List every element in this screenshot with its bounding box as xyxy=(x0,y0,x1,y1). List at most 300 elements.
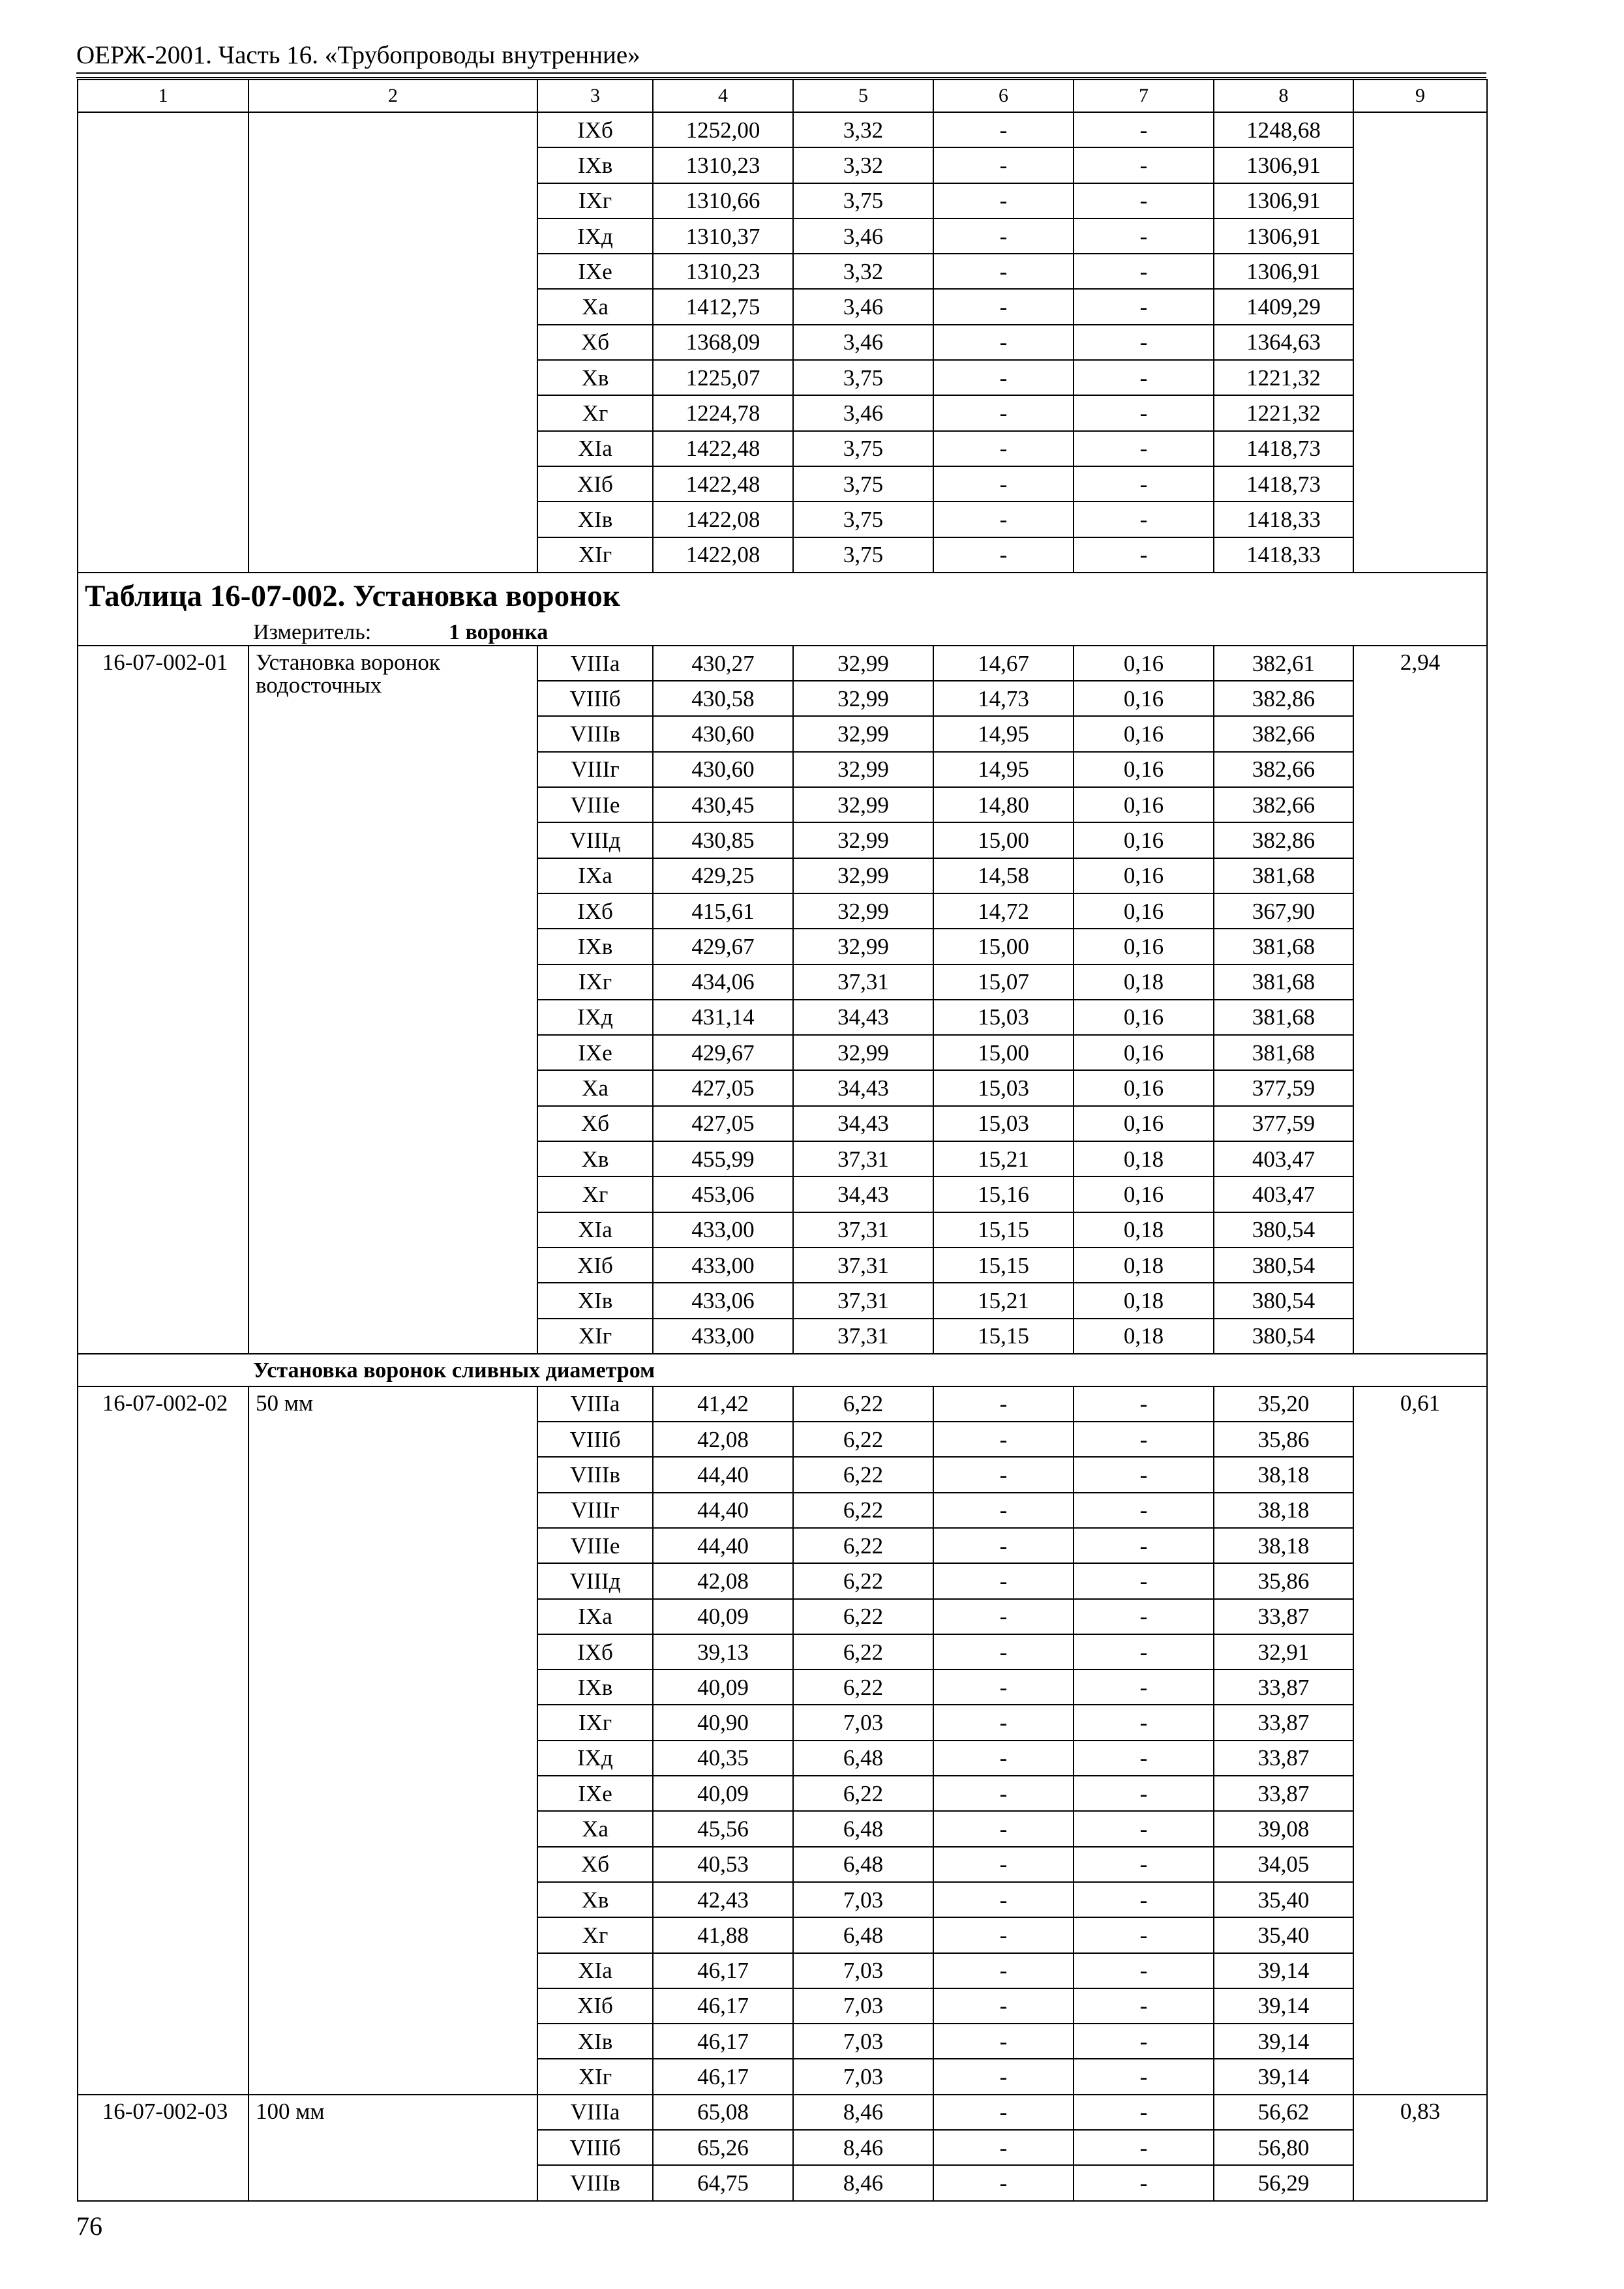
operator-wage: - xyxy=(1074,1847,1214,1882)
material-cost: 377,59 xyxy=(1214,1106,1353,1141)
material-cost: 56,80 xyxy=(1214,2130,1353,2165)
direct-cost: 430,60 xyxy=(653,752,793,787)
material-cost: 382,66 xyxy=(1214,752,1353,787)
machine-cost: 15,07 xyxy=(933,965,1074,1000)
rate-code xyxy=(78,112,248,573)
machine-cost: - xyxy=(933,1457,1074,1492)
labor-cost: 8,46 xyxy=(793,2165,933,2200)
operator-wage: - xyxy=(1074,1599,1214,1634)
labor-cost: 6,48 xyxy=(793,1917,933,1952)
zone: Xб xyxy=(537,325,653,360)
direct-cost: 433,00 xyxy=(653,1319,793,1354)
column-number-row xyxy=(78,80,1487,112)
labor-cost: 7,03 xyxy=(793,2059,933,2094)
direct-cost: 1368,09 xyxy=(653,325,793,360)
labor-cost: 6,22 xyxy=(793,1776,933,1811)
zone: XIб xyxy=(537,1248,653,1283)
direct-cost: 1252,00 xyxy=(653,112,793,147)
column-number: 5 xyxy=(793,80,933,112)
operator-wage: 0,16 xyxy=(1074,752,1214,787)
column-number: 3 xyxy=(537,80,653,112)
material-cost: 1306,91 xyxy=(1214,183,1353,218)
machine-cost: 15,15 xyxy=(933,1319,1074,1354)
direct-cost: 41,88 xyxy=(653,1917,793,1952)
zone: Xв xyxy=(537,1882,653,1917)
labor-cost: 6,22 xyxy=(793,1528,933,1563)
material-cost: 35,86 xyxy=(1214,1563,1353,1598)
direct-cost: 1422,08 xyxy=(653,537,793,573)
operator-wage: 0,16 xyxy=(1074,681,1214,716)
labor-cost: 34,43 xyxy=(793,1000,933,1035)
machine-cost: - xyxy=(933,1988,1074,2024)
material-cost: 1418,33 xyxy=(1214,501,1353,537)
machine-cost: 15,21 xyxy=(933,1141,1074,1176)
column-number: 1 xyxy=(78,80,248,112)
material-cost: 35,86 xyxy=(1214,1422,1353,1457)
labor-cost: 3,32 xyxy=(793,254,933,289)
zone: IXа xyxy=(537,858,653,893)
work-name xyxy=(248,112,537,573)
operator-wage: 0,16 xyxy=(1074,1070,1214,1105)
direct-cost: 41,42 xyxy=(653,1386,793,1422)
machine-cost: - xyxy=(933,2130,1074,2165)
zone: VIIIв xyxy=(537,1457,653,1492)
zone: IXб xyxy=(537,112,653,147)
machine-cost: - xyxy=(933,466,1074,501)
material-cost: 1364,63 xyxy=(1214,325,1353,360)
operator-wage: - xyxy=(1074,1705,1214,1740)
machine-cost: - xyxy=(933,2095,1074,2130)
material-cost: 377,59 xyxy=(1214,1070,1353,1105)
table-row xyxy=(78,2095,1487,2130)
zone: IXе xyxy=(537,254,653,289)
operator-wage: 0,16 xyxy=(1074,822,1214,858)
material-cost: 39,14 xyxy=(1214,1988,1353,2024)
material-cost: 382,66 xyxy=(1214,787,1353,822)
zone: VIIIб xyxy=(537,2130,653,2165)
machine-cost: 15,16 xyxy=(933,1176,1074,1212)
operator-wage: - xyxy=(1074,325,1214,360)
machine-cost: - xyxy=(933,254,1074,289)
zone: VIIIг xyxy=(537,752,653,787)
operator-wage: - xyxy=(1074,183,1214,218)
direct-cost: 42,08 xyxy=(653,1422,793,1457)
material-cost: 39,08 xyxy=(1214,1811,1353,1846)
machine-cost: - xyxy=(933,112,1074,147)
rate-code: 16-07-002-02 xyxy=(78,1386,248,2095)
zone: VIIIб xyxy=(537,1422,653,1457)
direct-cost: 453,06 xyxy=(653,1176,793,1212)
zone: Xа xyxy=(537,1070,653,1105)
direct-cost: 39,13 xyxy=(653,1634,793,1669)
table-row xyxy=(78,112,1487,147)
zone: VIIIа xyxy=(537,1386,653,1422)
material-cost: 382,86 xyxy=(1214,822,1353,858)
direct-cost: 46,17 xyxy=(653,2024,793,2059)
column-number: 2 xyxy=(248,80,537,112)
machine-cost: - xyxy=(933,431,1074,466)
zone: XIг xyxy=(537,2059,653,2094)
labor-cost: 34,43 xyxy=(793,1106,933,1141)
operator-wage: - xyxy=(1074,2095,1214,2130)
machine-cost: 14,73 xyxy=(933,681,1074,716)
material-cost: 33,87 xyxy=(1214,1741,1353,1776)
machine-cost: - xyxy=(933,2024,1074,2059)
zone: XIв xyxy=(537,2024,653,2059)
zone: VIIIг xyxy=(537,1493,653,1528)
work-name: Установка воронок водосточных xyxy=(248,646,537,1354)
operator-wage: - xyxy=(1074,289,1214,324)
labor-cost: 37,31 xyxy=(793,1248,933,1283)
operator-wage: - xyxy=(1074,1634,1214,1669)
material-cost: 381,68 xyxy=(1214,1000,1353,1035)
operator-wage: 0,16 xyxy=(1074,1035,1214,1070)
zone: Xг xyxy=(537,1917,653,1952)
operator-wage: - xyxy=(1074,1386,1214,1422)
direct-cost: 46,17 xyxy=(653,1988,793,2024)
operator-wage: 0,16 xyxy=(1074,893,1214,929)
labor-cost: 34,43 xyxy=(793,1070,933,1105)
material-cost: 33,87 xyxy=(1214,1669,1353,1705)
zone: IXд xyxy=(537,1000,653,1035)
zone: Xг xyxy=(537,1176,653,1212)
zone: IXг xyxy=(537,1705,653,1740)
operator-wage: 0,16 xyxy=(1074,1176,1214,1212)
labor-cost: 32,99 xyxy=(793,858,933,893)
operator-wage: - xyxy=(1074,360,1214,395)
zone: XIг xyxy=(537,1319,653,1354)
operator-wage: - xyxy=(1074,254,1214,289)
operator-wage: - xyxy=(1074,2024,1214,2059)
operator-wage: - xyxy=(1074,218,1214,254)
section-title-row xyxy=(78,1354,1487,1386)
labor-cost: 6,22 xyxy=(793,1386,933,1422)
labor-cost: 6,22 xyxy=(793,1634,933,1669)
operator-wage: - xyxy=(1074,1669,1214,1705)
machine-cost: 15,03 xyxy=(933,1000,1074,1035)
material-cost: 56,29 xyxy=(1214,2165,1353,2200)
labor-hours: 0,61 xyxy=(1353,1386,1487,2095)
labor-cost: 6,22 xyxy=(793,1422,933,1457)
direct-cost: 429,67 xyxy=(653,1035,793,1070)
labor-cost: 6,22 xyxy=(793,1493,933,1528)
zone: VIIIв xyxy=(537,716,653,751)
machine-cost: 15,00 xyxy=(933,822,1074,858)
machine-cost: - xyxy=(933,1493,1074,1528)
direct-cost: 44,40 xyxy=(653,1457,793,1492)
zone: IXв xyxy=(537,147,653,183)
material-cost: 39,14 xyxy=(1214,2024,1353,2059)
operator-wage: 0,18 xyxy=(1074,1212,1214,1248)
direct-cost: 65,08 xyxy=(653,2095,793,2130)
operator-wage: 0,16 xyxy=(1074,716,1214,751)
material-cost: 380,54 xyxy=(1214,1248,1353,1283)
material-cost: 38,18 xyxy=(1214,1528,1353,1563)
operator-wage: - xyxy=(1074,1953,1214,1988)
labor-cost: 7,03 xyxy=(793,2024,933,2059)
labor-cost: 3,75 xyxy=(793,466,933,501)
material-cost: 35,20 xyxy=(1214,1386,1353,1422)
machine-cost: - xyxy=(933,537,1074,573)
zone: XIа xyxy=(537,431,653,466)
machine-cost: - xyxy=(933,1847,1074,1882)
material-cost: 403,47 xyxy=(1214,1176,1353,1212)
operator-wage: - xyxy=(1074,1776,1214,1811)
direct-cost: 1310,23 xyxy=(653,147,793,183)
operator-wage: - xyxy=(1074,1988,1214,2024)
material-cost: 1306,91 xyxy=(1214,218,1353,254)
machine-cost: - xyxy=(933,1528,1074,1563)
page-number: 76 xyxy=(76,2211,102,2241)
labor-cost: 37,31 xyxy=(793,1319,933,1354)
direct-cost: 42,08 xyxy=(653,1563,793,1598)
zone: IXг xyxy=(537,183,653,218)
machine-cost: - xyxy=(933,1776,1074,1811)
machine-cost: 14,95 xyxy=(933,716,1074,751)
zone: VIIIд xyxy=(537,1563,653,1598)
operator-wage: - xyxy=(1074,1528,1214,1563)
operator-wage: 0,16 xyxy=(1074,858,1214,893)
machine-cost: - xyxy=(933,1811,1074,1846)
labor-cost: 34,43 xyxy=(793,1176,933,1212)
material-cost: 33,87 xyxy=(1214,1776,1353,1811)
labor-cost: 37,31 xyxy=(793,1283,933,1318)
direct-cost: 1225,07 xyxy=(653,360,793,395)
direct-cost: 44,40 xyxy=(653,1493,793,1528)
labor-cost: 3,75 xyxy=(793,537,933,573)
material-cost: 381,68 xyxy=(1214,858,1353,893)
zone: VIIIа xyxy=(537,646,653,681)
material-cost: 39,14 xyxy=(1214,2059,1353,2094)
labor-cost: 3,75 xyxy=(793,360,933,395)
machine-cost: - xyxy=(933,2165,1074,2200)
machine-cost: 15,00 xyxy=(933,929,1074,964)
measure-row xyxy=(78,620,1487,646)
measure-line xyxy=(78,620,1486,645)
column-number: 7 xyxy=(1074,80,1214,112)
machine-cost: - xyxy=(933,147,1074,183)
labor-cost: 32,99 xyxy=(793,787,933,822)
direct-cost: 40,35 xyxy=(653,1741,793,1776)
material-cost: 56,62 xyxy=(1214,2095,1353,2130)
labor-cost: 3,46 xyxy=(793,218,933,254)
machine-cost: 15,03 xyxy=(933,1070,1074,1105)
operator-wage: - xyxy=(1074,1493,1214,1528)
direct-cost: 1224,78 xyxy=(653,395,793,430)
direct-cost: 46,17 xyxy=(653,2059,793,2094)
operator-wage: - xyxy=(1074,147,1214,183)
zone: IXб xyxy=(537,1634,653,1669)
machine-cost: 14,95 xyxy=(933,752,1074,787)
rates-table xyxy=(77,79,1488,2202)
material-cost: 403,47 xyxy=(1214,1141,1353,1176)
direct-cost: 430,58 xyxy=(653,681,793,716)
direct-cost: 44,40 xyxy=(653,1528,793,1563)
zone: IXд xyxy=(537,218,653,254)
labor-hours: 2,94 xyxy=(1353,646,1487,1354)
labor-cost: 37,31 xyxy=(793,1212,933,1248)
direct-cost: 433,00 xyxy=(653,1248,793,1283)
operator-wage: 0,18 xyxy=(1074,1141,1214,1176)
material-cost: 381,68 xyxy=(1214,965,1353,1000)
machine-cost: 15,00 xyxy=(933,1035,1074,1070)
machine-cost: 14,58 xyxy=(933,858,1074,893)
labor-cost: 3,46 xyxy=(793,325,933,360)
header-rule-top xyxy=(76,72,1486,74)
zone: XIг xyxy=(537,537,653,573)
labor-cost: 7,03 xyxy=(793,1705,933,1740)
operator-wage: - xyxy=(1074,2165,1214,2200)
zone: VIIIе xyxy=(537,787,653,822)
labor-cost: 6,22 xyxy=(793,1599,933,1634)
machine-cost: - xyxy=(933,289,1074,324)
material-cost: 35,40 xyxy=(1214,1917,1353,1952)
machine-cost: - xyxy=(933,325,1074,360)
material-cost: 1418,73 xyxy=(1214,431,1353,466)
labor-cost: 32,99 xyxy=(793,893,933,929)
machine-cost: - xyxy=(933,218,1074,254)
operator-wage: - xyxy=(1074,395,1214,430)
zone: IXа xyxy=(537,1599,653,1634)
material-cost: 34,05 xyxy=(1214,1847,1353,1882)
labor-cost: 3,32 xyxy=(793,112,933,147)
column-number: 6 xyxy=(933,80,1074,112)
labor-cost: 6,48 xyxy=(793,1847,933,1882)
material-cost: 382,61 xyxy=(1214,646,1353,681)
zone: XIв xyxy=(537,1283,653,1318)
direct-cost: 40,09 xyxy=(653,1599,793,1634)
material-cost: 380,54 xyxy=(1214,1283,1353,1318)
labor-cost: 37,31 xyxy=(793,1141,933,1176)
direct-cost: 430,45 xyxy=(653,787,793,822)
material-cost: 38,18 xyxy=(1214,1457,1353,1492)
labor-hours: 0,83 xyxy=(1353,2095,1487,2201)
labor-cost: 7,03 xyxy=(793,1953,933,1988)
machine-cost: 15,15 xyxy=(933,1212,1074,1248)
operator-wage: - xyxy=(1074,537,1214,573)
zone: IXе xyxy=(537,1776,653,1811)
operator-wage: - xyxy=(1074,1917,1214,1952)
direct-cost: 1422,48 xyxy=(653,431,793,466)
labor-cost: 32,99 xyxy=(793,716,933,751)
labor-cost: 6,22 xyxy=(793,1457,933,1492)
material-cost: 380,54 xyxy=(1214,1319,1353,1354)
labor-cost: 3,75 xyxy=(793,431,933,466)
zone: XIб xyxy=(537,466,653,501)
material-cost: 39,14 xyxy=(1214,1953,1353,1988)
material-cost: 382,86 xyxy=(1214,681,1353,716)
operator-wage: - xyxy=(1074,2059,1214,2094)
labor-cost: 32,99 xyxy=(793,1035,933,1070)
direct-cost: 40,53 xyxy=(653,1847,793,1882)
labor-cost: 7,03 xyxy=(793,1988,933,2024)
material-cost: 1221,32 xyxy=(1214,360,1353,395)
machine-cost: 15,15 xyxy=(933,1248,1074,1283)
machine-cost: 14,72 xyxy=(933,893,1074,929)
direct-cost: 430,60 xyxy=(653,716,793,751)
direct-cost: 1310,23 xyxy=(653,254,793,289)
zone: IXв xyxy=(537,1669,653,1705)
operator-wage: 0,18 xyxy=(1074,1319,1214,1354)
direct-cost: 40,09 xyxy=(653,1776,793,1811)
labor-cost: 32,99 xyxy=(793,646,933,681)
section-title: Установка воронок сливных диаметром xyxy=(253,1358,655,1383)
labor-cost: 6,22 xyxy=(793,1669,933,1705)
zone: XIб xyxy=(537,1988,653,2024)
zone: VIIIд xyxy=(537,822,653,858)
machine-cost: - xyxy=(933,1386,1074,1422)
zone: VIIIв xyxy=(537,2165,653,2200)
material-cost: 1306,91 xyxy=(1214,147,1353,183)
zone: XIв xyxy=(537,501,653,537)
operator-wage: - xyxy=(1074,431,1214,466)
operator-wage: - xyxy=(1074,1882,1214,1917)
material-cost: 1248,68 xyxy=(1214,112,1353,147)
zone: Xб xyxy=(537,1106,653,1141)
machine-cost: 15,03 xyxy=(933,1106,1074,1141)
machine-cost: - xyxy=(933,1634,1074,1669)
zone: VIIIа xyxy=(537,2095,653,2130)
zone: IXд xyxy=(537,1741,653,1776)
operator-wage: - xyxy=(1074,1457,1214,1492)
direct-cost: 1310,66 xyxy=(653,183,793,218)
page-header: ОЕРЖ-2001. Часть 16. «Трубопроводы внутренние» xyxy=(76,41,640,69)
labor-cost: 6,22 xyxy=(793,1563,933,1598)
zone: IXб xyxy=(537,893,653,929)
direct-cost: 1422,48 xyxy=(653,466,793,501)
direct-cost: 415,61 xyxy=(653,893,793,929)
operator-wage: 0,18 xyxy=(1074,1248,1214,1283)
machine-cost: - xyxy=(933,183,1074,218)
operator-wage: - xyxy=(1074,1563,1214,1598)
machine-cost: 15,21 xyxy=(933,1283,1074,1318)
column-number: 9 xyxy=(1353,80,1487,112)
direct-cost: 433,06 xyxy=(653,1283,793,1318)
operator-wage: - xyxy=(1074,1811,1214,1846)
work-name: 50 мм xyxy=(248,1386,537,2095)
direct-cost: 64,75 xyxy=(653,2165,793,2200)
material-cost: 381,68 xyxy=(1214,929,1353,964)
measure-label: Измеритель: xyxy=(253,620,372,644)
material-cost: 1418,73 xyxy=(1214,466,1353,501)
machine-cost: - xyxy=(933,1953,1074,1988)
material-cost: 381,68 xyxy=(1214,1035,1353,1070)
table-row xyxy=(78,1386,1487,1422)
material-cost: 35,40 xyxy=(1214,1882,1353,1917)
direct-cost: 455,99 xyxy=(653,1141,793,1176)
material-cost: 1221,32 xyxy=(1214,395,1353,430)
direct-cost: 429,67 xyxy=(653,929,793,964)
direct-cost: 40,90 xyxy=(653,1705,793,1740)
direct-cost: 431,14 xyxy=(653,1000,793,1035)
direct-cost: 65,26 xyxy=(653,2130,793,2165)
zone: IXе xyxy=(537,1035,653,1070)
header-rule-bottom xyxy=(76,77,1486,78)
operator-wage: 0,16 xyxy=(1074,1000,1214,1035)
rate-code: 16-07-002-01 xyxy=(78,646,248,1354)
operator-wage: 0,16 xyxy=(1074,929,1214,964)
labor-cost: 32,99 xyxy=(793,752,933,787)
material-cost: 1306,91 xyxy=(1214,254,1353,289)
machine-cost: - xyxy=(933,1669,1074,1705)
direct-cost: 430,27 xyxy=(653,646,793,681)
labor-cost: 32,99 xyxy=(793,681,933,716)
machine-cost: - xyxy=(933,1563,1074,1598)
machine-cost: - xyxy=(933,1599,1074,1634)
material-cost: 367,90 xyxy=(1214,893,1353,929)
machine-cost: - xyxy=(933,501,1074,537)
table-title: Таблица 16-07-002. Установка воронок xyxy=(85,578,620,613)
